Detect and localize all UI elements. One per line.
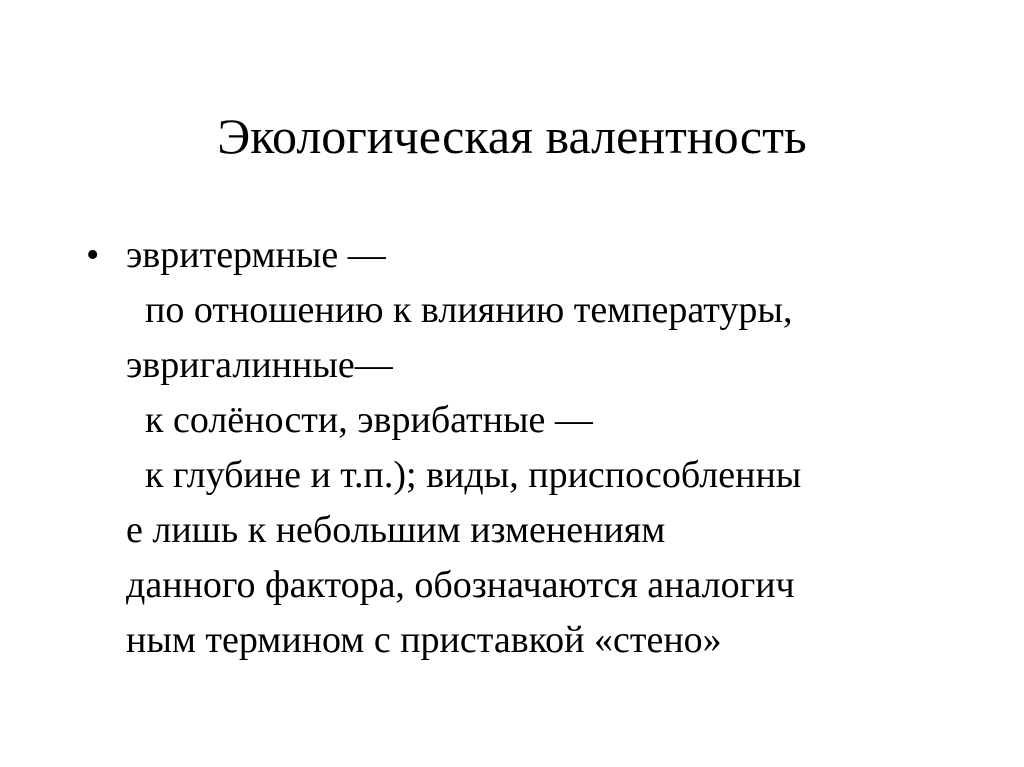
bullet-text [126, 228, 1006, 668]
bullet-text-line: к глубине и т.п.); виды, приспособленны [126, 454, 802, 496]
bullet-icon: • [86, 234, 100, 276]
bullet-text-line: эвригалинные— [126, 344, 393, 386]
slide-title: Экологическая валентность [217, 108, 807, 164]
bullet-text-line: ным термином с приставкой «стено» [126, 619, 722, 661]
bullet-text-line: данного фактора, обозначаются аналогич [126, 564, 795, 606]
bullet-text-line: е лишь к небольшим изменениям [126, 509, 666, 551]
bullet-text-line: по отношению к влиянию температуры, [126, 289, 793, 331]
bullet-text-line: к солёности, эврибатные — [126, 399, 593, 441]
bullet-text-line: эвритермные — [126, 234, 386, 276]
